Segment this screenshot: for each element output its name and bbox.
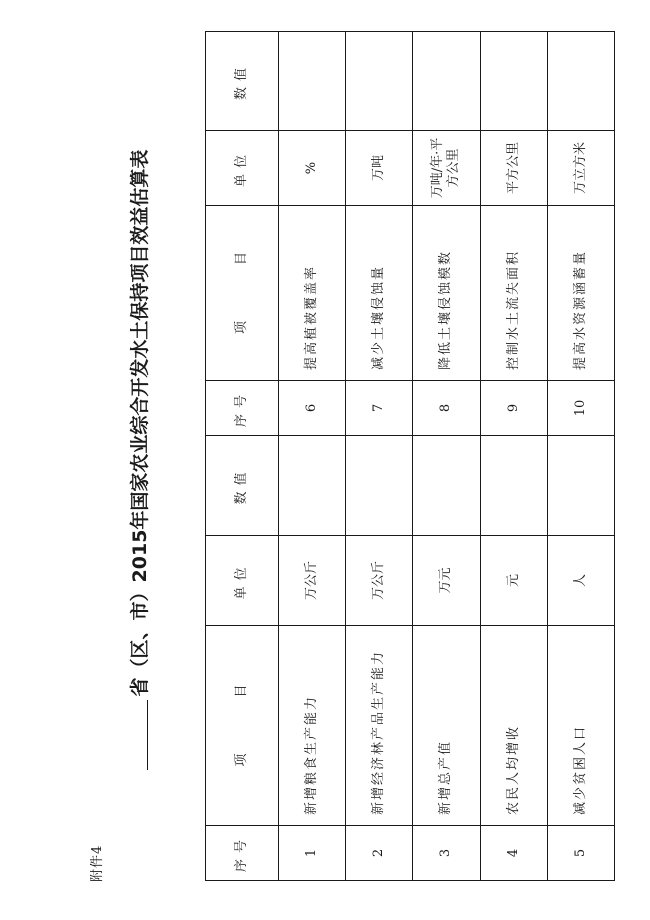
province-fill-blank bbox=[133, 700, 148, 770]
row-seq: 10 bbox=[547, 381, 614, 436]
row-value-cell[interactable] bbox=[547, 436, 614, 536]
title-text: 省（区、市）2015年国家农业综合开发水土保持项目效益估算表 bbox=[129, 149, 151, 697]
header-item-left: 项目 bbox=[206, 626, 279, 826]
row-value-cell[interactable] bbox=[279, 32, 346, 131]
header-value-left: 数值 bbox=[206, 436, 279, 536]
header-seq-right: 序号 bbox=[206, 381, 279, 436]
row-value-cell[interactable] bbox=[346, 436, 413, 536]
table-header-row bbox=[206, 32, 279, 881]
row-item: 新增经济林产品生产能力 bbox=[346, 626, 413, 826]
row-item: 降低土壤侵蚀模数 bbox=[413, 206, 480, 381]
row-unit: 平方公里 bbox=[480, 131, 547, 206]
table-row bbox=[346, 32, 413, 881]
row-unit: 万元 bbox=[413, 536, 480, 626]
row-item: 提高植被覆盖率 bbox=[279, 206, 346, 381]
document-title bbox=[125, 0, 152, 920]
row-unit: 万吨 bbox=[346, 131, 413, 206]
benefit-estimate-table bbox=[205, 31, 615, 881]
row-item: 新增粮食生产能力 bbox=[279, 626, 346, 826]
table-row bbox=[547, 32, 614, 881]
row-unit: 元 bbox=[480, 536, 547, 626]
row-item: 减少土壤侵蚀量 bbox=[346, 206, 413, 381]
row-seq: 2 bbox=[346, 826, 413, 881]
row-unit: 万吨/年·平方公里 bbox=[413, 131, 480, 206]
header-value-right: 数值 bbox=[206, 32, 279, 131]
header-seq-left: 序号 bbox=[206, 826, 279, 881]
row-value-cell[interactable] bbox=[480, 32, 547, 131]
table-row bbox=[279, 32, 346, 881]
row-unit: % bbox=[279, 131, 346, 206]
row-unit: 人 bbox=[547, 536, 614, 626]
row-value-cell[interactable] bbox=[547, 32, 614, 131]
row-item: 提高水资源涵蓄量 bbox=[547, 206, 614, 381]
row-value-cell[interactable] bbox=[480, 436, 547, 536]
row-unit: 万立方米 bbox=[547, 131, 614, 206]
row-unit: 万公斤 bbox=[279, 536, 346, 626]
row-value-cell[interactable] bbox=[413, 32, 480, 131]
row-item: 新增总产值 bbox=[413, 626, 480, 826]
row-seq: 8 bbox=[413, 381, 480, 436]
header-unit-right: 单位 bbox=[206, 131, 279, 206]
row-seq: 6 bbox=[279, 381, 346, 436]
row-value-cell[interactable] bbox=[279, 436, 346, 536]
table-row bbox=[413, 32, 480, 881]
row-unit: 万公斤 bbox=[346, 536, 413, 626]
row-item: 减少贫困人口 bbox=[547, 626, 614, 826]
table-row bbox=[480, 32, 547, 881]
row-value-cell[interactable] bbox=[346, 32, 413, 131]
row-seq: 4 bbox=[480, 826, 547, 881]
row-item: 控制水土流失面积 bbox=[480, 206, 547, 381]
header-item-right: 项目 bbox=[206, 206, 279, 381]
header-unit-left: 单位 bbox=[206, 536, 279, 626]
attachment-label: 附件4 bbox=[90, 844, 105, 882]
row-seq: 9 bbox=[480, 381, 547, 436]
row-item: 农民人均增收 bbox=[480, 626, 547, 826]
row-seq: 3 bbox=[413, 826, 480, 881]
row-seq: 5 bbox=[547, 826, 614, 881]
row-seq: 7 bbox=[346, 381, 413, 436]
row-seq: 1 bbox=[279, 826, 346, 881]
row-value-cell[interactable] bbox=[413, 436, 480, 536]
